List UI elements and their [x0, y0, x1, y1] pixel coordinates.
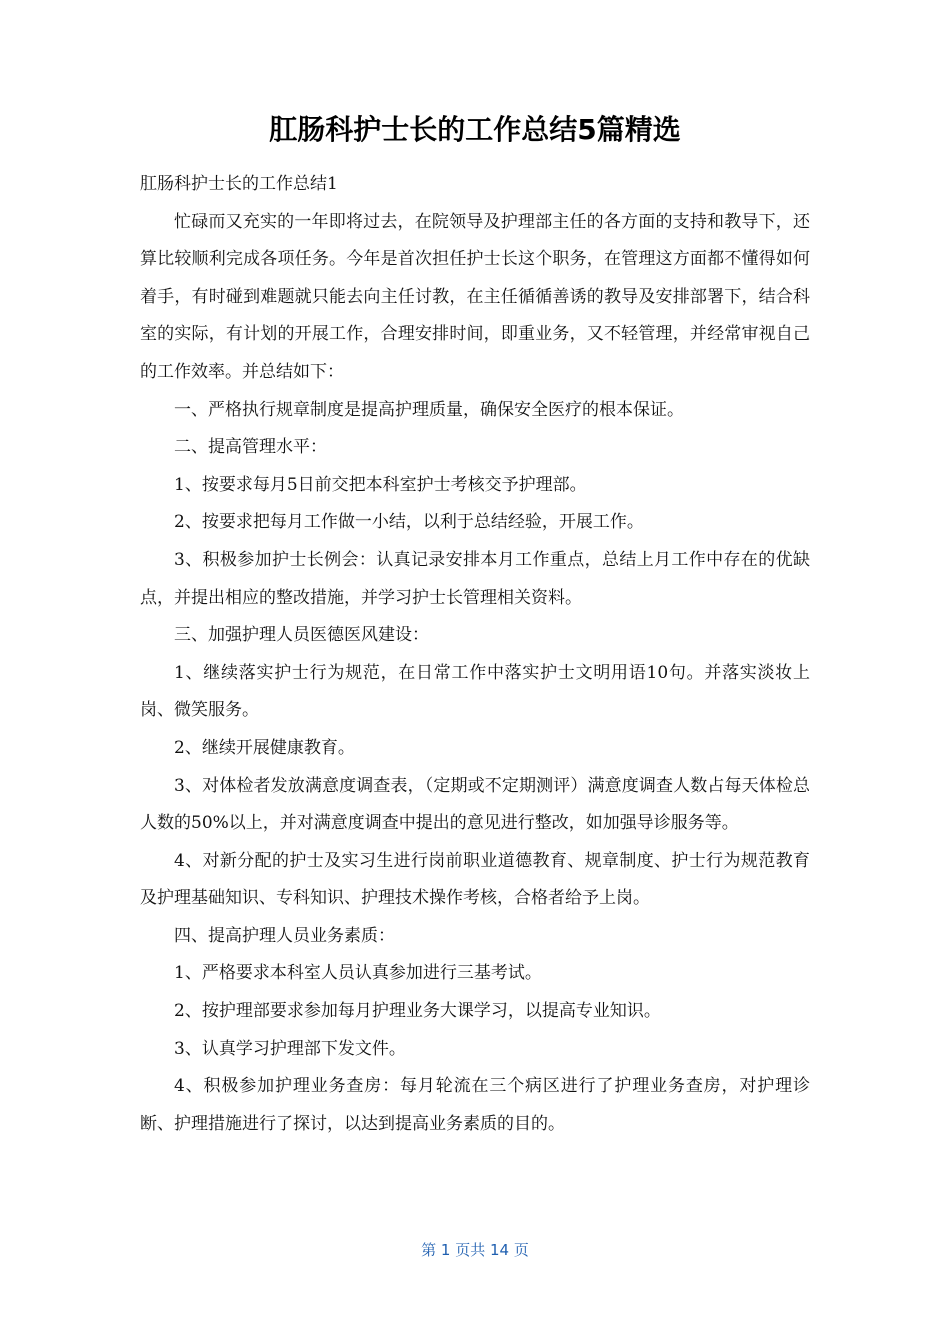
section-heading: 三、加强护理人员医德医风建设：: [174, 625, 429, 646]
body-paragraph: 一、严格执行规章制度是提高护理质量，确保安全医疗的根本保证。: [174, 399, 684, 420]
document-subtitle: 肛肠科护士长的工作总结1: [140, 174, 338, 194]
body-paragraph: 4、对新分配的护士及实习生进行岗前职业道德教育、规章制度、护士行为规范教育及护理基础知识、专科知识、护理技术操作考核，合格者给予上岗。: [140, 850, 810, 909]
body-paragraph: 1、按要求每月5日前交把本科室护士考核交予护理部。: [174, 474, 587, 495]
body-paragraph: 1、继续落实护士行为规范，在日常工作中落实护士文明用语10句。并落实淡妆上岗、微笑服务。: [140, 662, 810, 721]
section-heading: 二、提高管理水平：: [174, 437, 327, 458]
body-paragraph: 2、按要求把每月工作做一小结，以利于总结经验，开展工作。: [174, 512, 644, 533]
body-paragraph: 1、严格要求本科室人员认真参加进行三基考试。: [174, 963, 542, 984]
body-paragraph: 4、积极参加护理业务查房：每月轮流在三个病区进行了护理业务查房，对护理诊断、护理措施进行了探讨，以达到提高业务素质的目的。: [140, 1076, 810, 1134]
section-heading: 四、提高护理人员业务素质：: [174, 925, 395, 946]
document-body: [140, 166, 810, 1143]
body-paragraph: 2、继续开展健康教育。: [174, 737, 355, 758]
body-paragraph: 3、认真学习护理部下发文件。: [174, 1038, 406, 1059]
page-number-footer: 第 1 页共 14 页: [421, 1241, 529, 1259]
body-paragraph: 2、按护理部要求参加每月护理业务大课学习，以提高专业知识。: [174, 1001, 661, 1022]
body-paragraph: 3、积极参加护士长例会：认真记录安排本月工作重点，总结上月工作中存在的优缺点，并提出相应的整改措施，并学习护士长管理相关资料。: [140, 549, 810, 608]
document-title: 肛肠科护士长的工作总结5篇精选: [269, 113, 681, 146]
body-paragraph: 3、对体检者发放满意度调查表，（定期或不定期测评）满意度调查人数占每天体检总人数的50%以上，并对满意度调查中提出的意见进行整改，如加强导诊服务等。: [140, 775, 810, 834]
body-paragraph: 忙碌而又充实的一年即将过去，在院领导及护理部主任的各方面的支持和教导下，还算比较顺利完成各项任务。今年是首次担任护士长这个职务，在管理这方面都不懂得如何着手，有时碰到难题就只能去向主任讨教，在主任循循善诱的教导及安排部署下，结合科室的实际，有计划的开展工作，合理安排时间，即重业务，又不轻管理，并经常审视自己的工作效率。并总结如下：: [140, 211, 810, 382]
